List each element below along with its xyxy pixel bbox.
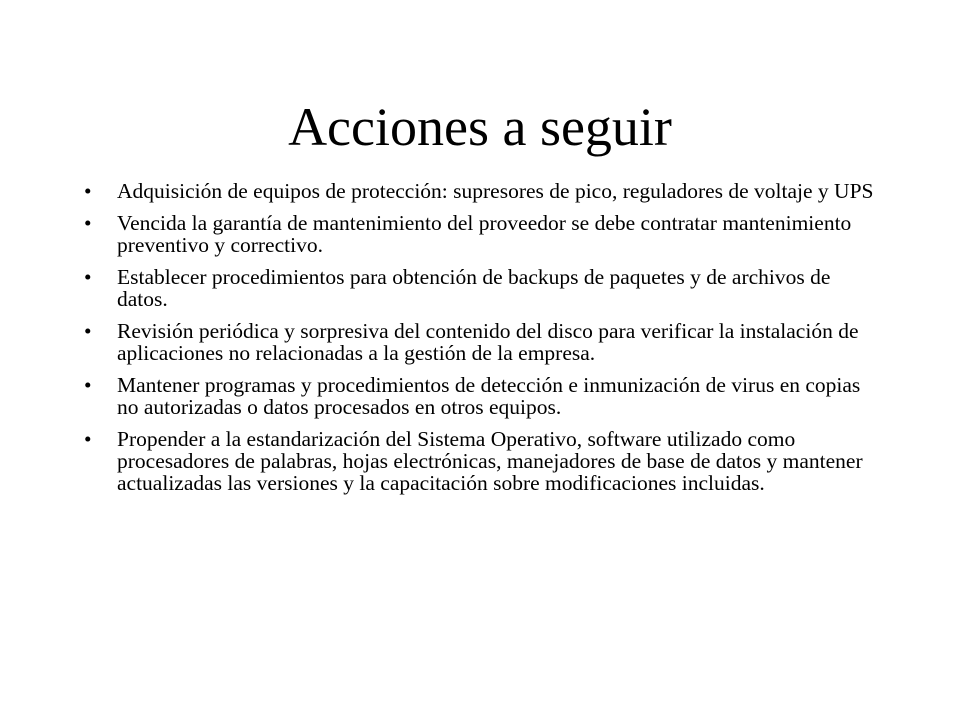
list-item-text: Mantener programas y procedimientos de detección e inmunización de virus en copias no autorizadas o datos procesados en otros equipos. — [117, 373, 861, 419]
list-item — [84, 212, 884, 256]
bullet-icon: • — [84, 319, 92, 343]
list-item — [84, 180, 884, 202]
bullet-list — [84, 180, 884, 504]
bullet-icon: • — [84, 265, 92, 289]
list-item-text: Revisión periódica y sorpresiva del contenido del disco para verificar la instalación de aplicaciones no relacionadas a la gestión de la empresa. — [117, 319, 859, 365]
list-item — [84, 428, 884, 494]
list-item-text: Propender a la estandarización del Sistema Operativo, software utilizado como procesadores de palabras, hojas electrónicas, manejadores de base de datos y mantener actualizadas las versiones y la capacitación sobre modificaciones incluidas. — [117, 427, 863, 495]
bullet-icon: • — [84, 179, 92, 203]
list-item — [84, 320, 884, 364]
bullet-icon: • — [84, 211, 92, 235]
list-item — [84, 374, 884, 418]
slide-title: Acciones a seguir — [288, 97, 672, 157]
list-item — [84, 266, 884, 310]
list-item-text: Vencida la garantía de mantenimiento del proveedor se debe contratar mantenimiento preventivo y correctivo. — [117, 211, 852, 257]
bullet-icon: • — [84, 427, 92, 451]
list-item-text: Establecer procedimientos para obtención de backups de paquetes y de archivos de datos. — [117, 265, 831, 311]
bullet-icon: • — [84, 373, 92, 397]
list-item-text: Adquisición de equipos de protección: supresores de pico, reguladores de voltaje y UPS — [117, 179, 874, 203]
